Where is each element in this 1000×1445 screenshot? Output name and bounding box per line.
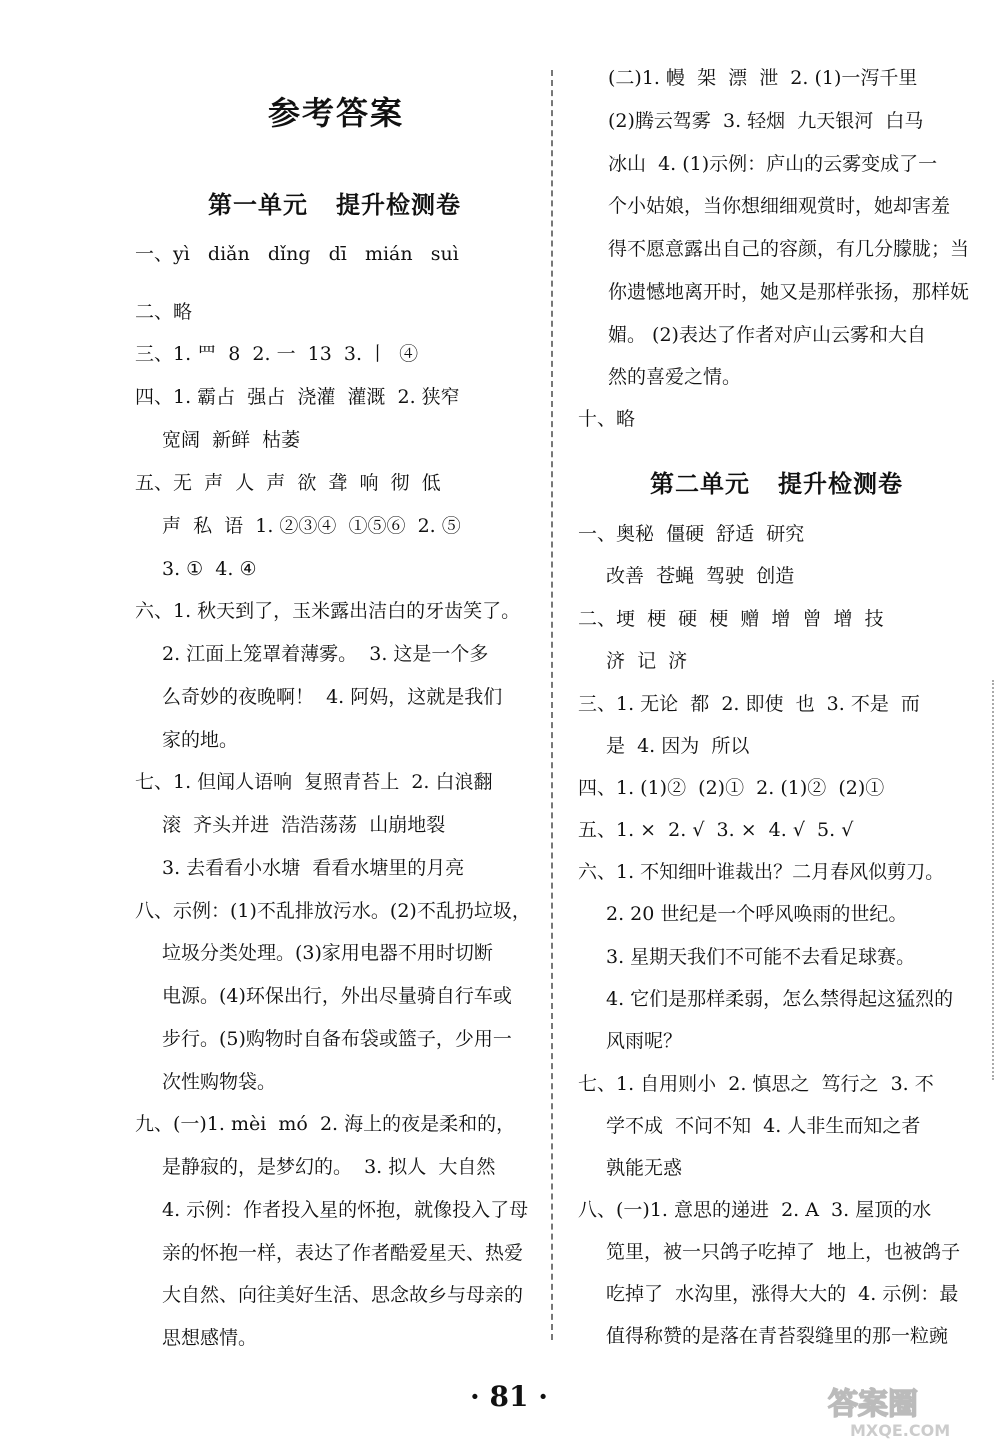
answer-line: 声 私 语 1. ②③④ ①⑤⑥ 2. ⑤ (162, 515, 461, 537)
answer-line: 改善 苍蝇 驾驶 创造 (606, 565, 795, 587)
answer-line: 四、1. 霸占 强占 浇灌 灌溉 2. 狭窄 (135, 386, 460, 408)
answer-line: 五、无 声 人 声 欲 聋 响 彻 低 (135, 472, 441, 494)
edge-dashes (992, 680, 998, 1080)
answer-line: 思想感情。 (162, 1327, 258, 1349)
watermark-url: MXQE.COM (850, 1421, 951, 1440)
unit1-title-b: 提升检测卷 (336, 190, 461, 219)
answer-line: 3. 星期天我们不可能不去看足球赛。 (606, 946, 916, 968)
answer-line: 次性购物袋。 (162, 1071, 277, 1093)
answer-line: 一、yì diǎn dǐng dī mián suì (135, 243, 459, 265)
answer-line: 三、1. 罒 8 2. 一 13 3. 丨 ④ (135, 343, 419, 365)
answer-line: 吃掉了 水沟里，涨得大大的 4. 示例：最 (606, 1283, 959, 1305)
unit2-heading (650, 464, 903, 499)
answer-line: 亲的怀抱一样，表达了作者酷爱星天、热爱 (162, 1242, 524, 1264)
answer-line: 笕里，被一只鸽子吃掉了 地上，也被鸽子 (606, 1241, 961, 1263)
answer-line: 六、1. 不知细叶谁裁出？二月春风似剪刀。 (578, 861, 945, 883)
unit1-heading (208, 185, 461, 220)
answer-line: 大自然、向往美好生活、思念故乡与母亲的 (162, 1284, 524, 1306)
answer-line: 孰能无惑 (606, 1157, 683, 1179)
page-title: 参考答案 (268, 94, 405, 132)
answer-line: 媚。 (2)表达了作者对庐山云雾和大自 (608, 324, 926, 346)
answer-line: 4. 它们是那样柔弱，怎么禁得起这猛烈的 (606, 988, 954, 1010)
answer-line: 六、1. 秋天到了，玉米露出洁白的牙齿笑了。 (135, 600, 521, 622)
answer-line: 三、1. 无论 都 2. 即使 也 3. 不是 而 (578, 693, 920, 715)
answer-line: 是静寂的，是梦幻的。 3. 拟人 大自然 (162, 1156, 496, 1178)
answer-line: 个小姑娘，当你想细细观赏时，她却害羞 (608, 195, 951, 217)
answer-line: 四、1. (1)② (2)① 2. (1)② (2)① (578, 777, 885, 799)
answer-line: 得不愿意露出自己的容颜，有几分朦胧；当 (608, 238, 970, 260)
answer-line: 你遗憾地离开时，她又是那样张扬，那样妩 (608, 281, 970, 303)
answer-line: 八、示例：(1)不乱排放污水。(2)不乱扔垃圾， (135, 900, 531, 922)
answer-line: 十、略 (578, 408, 636, 430)
answer-line: 七、1. 自用则小 2. 慎思之 笃行之 3. 不 (578, 1073, 934, 1095)
answer-line: 学不成 不问不知 4. 人非生而知之者 (606, 1115, 921, 1137)
answer-line: 八、(一)1. 意思的递进 2. A 3. 屋顶的水 (578, 1199, 932, 1221)
answer-line: 风雨呢？ (606, 1030, 683, 1052)
answer-line: 二、埂 梗 硬 梗 赠 增 曾 增 技 (578, 608, 884, 630)
answer-line: 济 记 济 (606, 650, 688, 672)
unit1-title-a: 第一单元 (208, 190, 308, 219)
answer-line: 值得称赞的是落在青苔裂缝里的那一粒豌 (606, 1325, 949, 1347)
answer-line: 然的喜爱之情。 (608, 366, 742, 388)
column-divider (551, 70, 553, 1340)
watermark-text: 答案圈 (828, 1387, 918, 1422)
answer-line: 九、(一)1. mèi mó 2. 海上的夜是柔和的， (135, 1113, 516, 1135)
answer-line: 滚 齐头并进 浩浩荡荡 山崩地裂 (162, 814, 446, 836)
answer-line: (二)1. 幔 架 漂 泄 2. (1)一泻千里 (608, 67, 918, 89)
page-number: · 81 · (470, 1380, 548, 1413)
answer-line: 是 4. 因为 所以 (606, 735, 750, 757)
answer-line: 电源。(4)环保出行，外出尽量骑自行车或 (162, 985, 512, 1007)
answer-line: 宽阔 新鲜 枯萎 (162, 429, 301, 451)
answer-line: 一、奥秘 僵硬 舒适 研究 (578, 523, 805, 545)
answer-line: 冰山 4. (1)示例：庐山的云雾变成了一 (608, 153, 938, 175)
answer-line: 3. 去看看小水塘 看看水塘里的月亮 (162, 857, 465, 879)
answer-line: 家的地。 (162, 729, 239, 751)
unit2-title-a: 第二单元 (650, 469, 750, 498)
answer-line: 步行。(5)购物时自备布袋或篮子，少用一 (162, 1028, 512, 1050)
answer-line: 么奇妙的夜晚啊！ 4. 阿妈，这就是我们 (162, 686, 503, 708)
answer-line: 3. ① 4. ④ (162, 558, 257, 580)
answer-line: 2. 江面上笼罩着薄雾。 3. 这是一个多 (162, 643, 489, 665)
answer-line: 垃圾分类处理。(3)家用电器不用时切断 (162, 942, 493, 964)
answer-line: 4. 示例：作者投入星的怀抱，就像投入了母 (162, 1199, 529, 1221)
watermark-logo (820, 1380, 995, 1440)
answer-line: 七、1. 但闻人语响 复照青苔上 2. 白浪翻 (135, 771, 493, 793)
answer-line: 五、1. × 2. √ 3. × 4. √ 5. √ (578, 819, 854, 841)
answer-line: (2)腾云驾雾 3. 轻烟 九天银河 白马 (608, 110, 924, 132)
answer-line: 二、略 (135, 301, 193, 323)
answer-line: 2. 20 世纪是一个呼风唤雨的世纪。 (606, 903, 908, 925)
unit2-title-b: 提升检测卷 (778, 469, 903, 498)
